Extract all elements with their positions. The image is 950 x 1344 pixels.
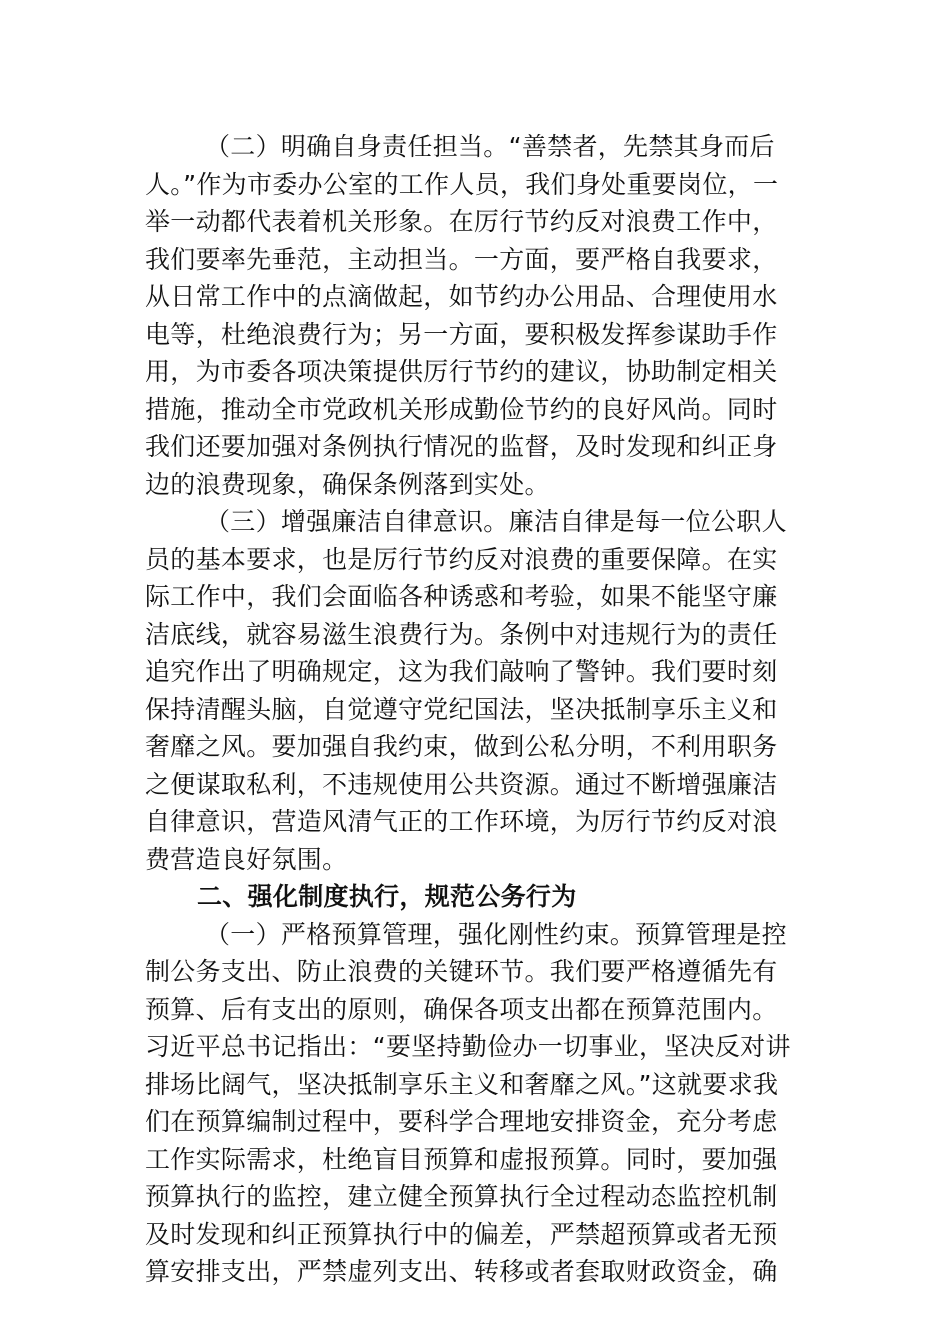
section-heading [145,878,807,916]
paragraph-line: 用，为市委各项决策提供厉行节约的建议，协助制定相关 [145,357,778,386]
paragraph-line: 排场比阔气，坚决抵制享乐主义和奢靡之风。”这就要求我 [145,1069,779,1099]
paragraph-line: （三）增强廉洁自律意识。廉洁自律是每一位公职人 [205,507,787,536]
paragraph-line: 预算、后有支出的原则，确保各项支出都在预算范围内。 [145,994,778,1024]
paragraph-line: 追究作出了明确规定，这为我们敲响了警钟。我们要时刻 [145,657,778,686]
paragraph-line: 际工作中，我们会面临各种诱惑和考验，如果不能坚守廉 [145,582,778,611]
paragraph-responsibility [145,128,807,503]
paragraph-line: 及时发现和纠正预算执行中的偏差，严禁超预算或者无预 [145,1219,778,1249]
paragraph-line: 电等，杜绝浪费行为；另一方面，要积极发挥参谋助手作 [145,319,778,349]
paragraph-line: 从日常工作中的点滴做起，如节约办公用品、合理使用水 [145,282,778,311]
section-heading-text: 二、强化制度执行，规范公务行为 [197,882,577,911]
paragraph-line: 工作实际需求，杜绝盲目预算和虚报预算。同时，要加强 [145,1144,778,1174]
paragraph-line: 举一动都代表着机关形象。在厉行节约反对浪费工作中， [145,207,778,236]
paragraph-line: 自律意识，营造风清气正的工作环境，为厉行节约反对浪 [145,807,778,836]
paragraph-line: 们在预算编制过程中，要科学合理地安排资金，充分考虑 [145,1107,778,1136]
paragraph-line: 之便谋取私利，不违规使用公共资源。通过不断增强廉洁 [145,769,778,799]
paragraph-line: 奢靡之风。要加强自我约束，做到公私分明，不利用职务 [145,732,778,761]
paragraph-line: 措施，推动全市党政机关形成勤俭节约的良好风尚。同时 [145,394,778,424]
paragraph-line: 边的浪费现象，确保条例落到实处。 [145,469,550,499]
paragraph-line: 保持清醒头脑，自觉遵守党纪国法，坚决抵制享乐主义和 [145,694,778,724]
paragraph-line: 我们要率先垂范，主动担当。一方面，要严格自我要求， [145,244,778,274]
paragraph-line: 算安排支出，严禁虚列支出、转移或者套取财政资金，确 [145,1257,778,1286]
document-body [145,128,807,1291]
paragraph-line: 人。”作为市委办公室的工作人员，我们身处重要岗位，一 [145,169,779,199]
paragraph-line: 制公务支出、防止浪费的关键环节。我们要严格遵循先有 [145,957,778,986]
paragraph-line: （一）严格预算管理，强化刚性约束。预算管理是控 [205,919,787,949]
paragraph-line: （二）明确自身责任担当。“善禁者，先禁其身而后 [205,132,775,161]
paragraph-line: 我们还要加强对条例执行情况的监督，及时发现和纠正身 [145,432,778,461]
paragraph-line: 费营造良好氛围。 [145,844,348,874]
paragraph-budget [145,916,807,1291]
paragraph-integrity [145,503,807,878]
paragraph-line: 习近平总书记指出：“要坚持勤俭办一切事业，坚决反对讲 [145,1032,791,1061]
paragraph-line: 预算执行的监控，建立健全预算执行全过程动态监控机制 [145,1182,778,1211]
paragraph-line: 洁底线，就容易滋生浪费行为。条例中对违规行为的责任 [145,619,778,649]
paragraph-line: 员的基本要求，也是厉行节约反对浪费的重要保障。在实 [145,544,778,574]
